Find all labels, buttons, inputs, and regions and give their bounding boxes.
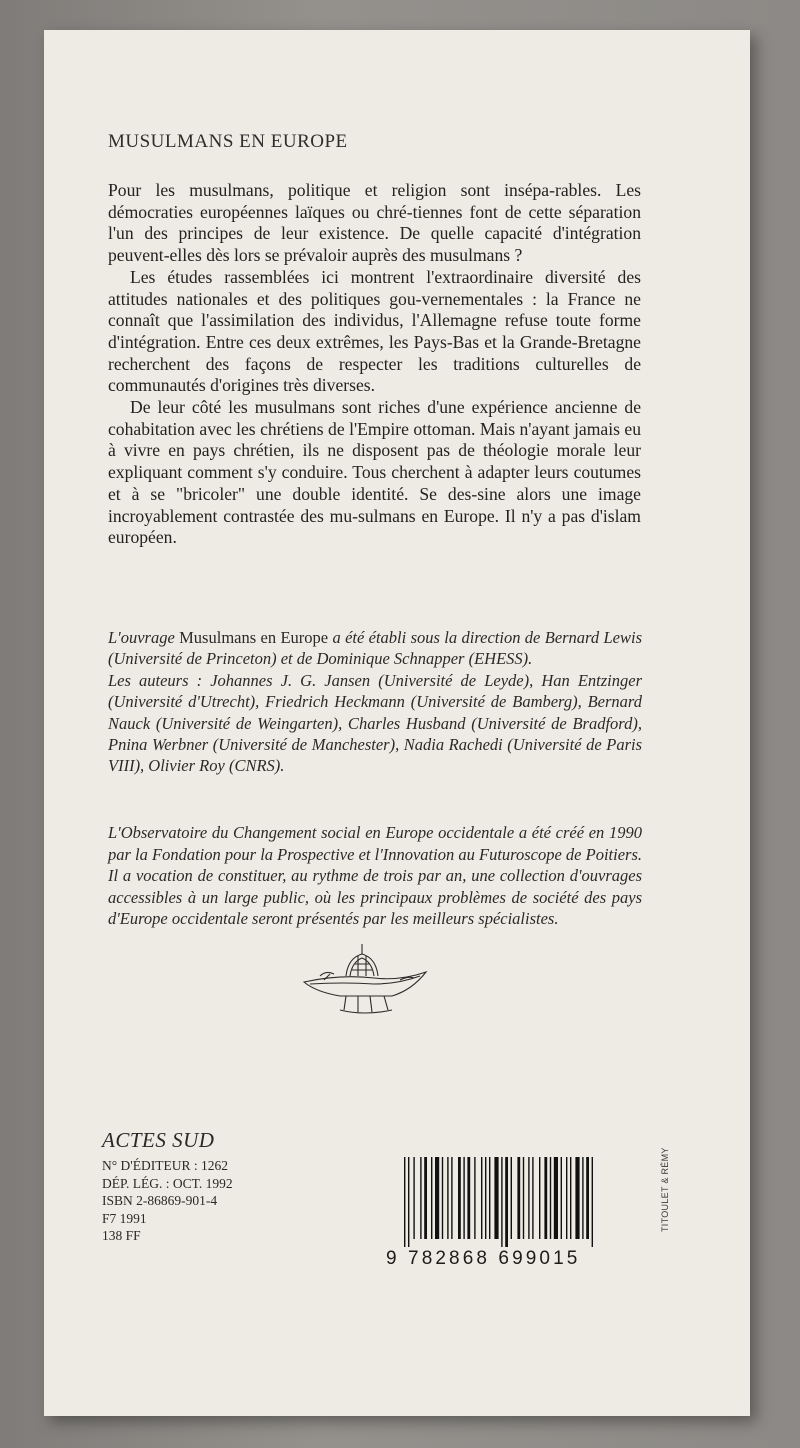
blurb <box>108 180 641 549</box>
observatoire-note: L'Observatoire du Changement social en Europe occidentale a été créé en 1990 par la Fondation pour la Prospective et l'Innovation au Futuroscope de Poitiers. Il a vocation de constituer, au rythme de trois par an, une collection d'ouvrages accessibles à un large public, où les principaux problèmes de société des pays d'Europe occidentale seront présentés par les meilleurs spécialistes. <box>108 823 642 929</box>
barcode-bar <box>431 1157 432 1239</box>
credits-block <box>108 627 642 777</box>
barcode-bar <box>575 1157 579 1239</box>
barcode-bar <box>489 1157 490 1239</box>
direction-lead: L'ouvrage <box>108 628 175 647</box>
barcode-bar <box>451 1157 452 1239</box>
barcode-bar <box>561 1157 562 1239</box>
barcode-bar <box>467 1157 470 1239</box>
publisher-name: ACTES SUD <box>102 1128 215 1152</box>
editor-number: N° D'ÉDITEUR : 1262 <box>102 1158 228 1173</box>
barcode-bar <box>404 1157 405 1247</box>
barcode-bar <box>544 1157 547 1239</box>
barcode-bar <box>554 1157 558 1239</box>
barcode-bar <box>517 1157 520 1239</box>
barcode-bar <box>586 1157 589 1239</box>
barcode <box>402 1157 638 1247</box>
direction-book-title: Musulmans en Europe <box>179 628 329 647</box>
publication-info <box>102 1157 233 1245</box>
barcode-bar <box>582 1157 583 1239</box>
barcode-bar <box>447 1157 448 1239</box>
barcode-bar <box>505 1157 508 1247</box>
barcode-bar <box>501 1157 502 1247</box>
direction-credit <box>108 627 642 670</box>
authors-credit: Les auteurs : Johannes J. G. Jansen (Université de Leyde), Han Entzinger (Université d'Utrecht), Friedrich Heckmann (Université de Bamberg), Bernard Nauck (Université de Weingarten), Charles Husband (Université de Bradford), Pnina Werbner (Université de Manchester), Nadia Rachedi (Université de Paris VIII), Olivier Roy (CNRS). <box>108 670 642 776</box>
blurb-paragraph-1: Pour les musulmans, politique et religion sont insépa-rables. Les démocraties européennes laïques ou chré-tiennes font de cette séparation l'un des principes de leur existence. De quelle capacité d'intégration peuvent-elles dès lors se prévaloir auprès des musulmans ? <box>108 180 641 266</box>
barcode-bar <box>523 1157 524 1239</box>
direction-rest: a été établi sous la direction de Bernard Lewis (Université de Princeton) et de Dominique Schnapper (EHESS). <box>108 628 642 669</box>
barcode-bar <box>474 1157 475 1239</box>
barcode-bar <box>442 1157 443 1239</box>
barcode-bar <box>413 1157 414 1239</box>
barcode-bar <box>485 1157 486 1239</box>
barcode-bar <box>566 1157 567 1239</box>
barcode-bar <box>592 1157 593 1247</box>
code: F7 1991 <box>102 1210 147 1226</box>
barcode-bar <box>424 1157 427 1239</box>
design-credit: TITOULET & RÉMY <box>660 1147 670 1232</box>
barcode-bar <box>494 1157 498 1239</box>
futuroscope-logo <box>300 940 430 1016</box>
blurb-paragraph-3: De leur côté les musulmans sont riches d'une expérience ancienne de cohabitation avec les chrétiens de l'Empire ottoman. Mais n'ayant jamais eu à vivre en pays chrétien, ils ne disposent pas de théologie morale leur expliquant comment s'y conduire. Tous cherchent à adapter leurs coutumes et à se "bricoler" une double identité. Se des-sine alors une image incroyablement contrastée des mu-sulmans en Europe. Il n'y a pas d'islam européen. <box>108 397 641 548</box>
barcode-bar <box>528 1157 529 1239</box>
legal-deposit: DÉP. LÉG. : OCT. 1992 <box>102 1175 233 1191</box>
book-title: MUSULMANS EN EUROPE <box>108 131 348 152</box>
price: 138 FF <box>102 1228 141 1244</box>
barcode-bar <box>481 1157 482 1239</box>
barcode-bar <box>532 1157 533 1239</box>
barcode-bar <box>435 1157 439 1239</box>
barcode-bar <box>570 1157 571 1239</box>
blurb-paragraph-2: Les études rassemblées ici montrent l'extraordinaire diversité des attitudes nationales et des politiques gou-vernementales : la France ne connaît que l'assimilation des individus, l'Allemagne refuse toute forme d'intégration. Entre ces deux extrêmes, les Pays-Bas et la Grande-Bretagne recherchent des façons de respecter les traditions culturelles de communautés d'origines très diverses. <box>108 266 641 396</box>
barcode-bar <box>463 1157 464 1239</box>
isbn: ISBN 2-86869-901-4 <box>102 1193 218 1209</box>
barcode-bar <box>408 1157 409 1247</box>
barcode-bar <box>550 1157 551 1239</box>
barcode-bar <box>511 1157 512 1239</box>
barcode-bar <box>420 1157 421 1239</box>
barcode-bar <box>458 1157 461 1239</box>
barcode-digits: 9 782868 699015 <box>386 1248 581 1269</box>
barcode-bar <box>539 1157 540 1239</box>
